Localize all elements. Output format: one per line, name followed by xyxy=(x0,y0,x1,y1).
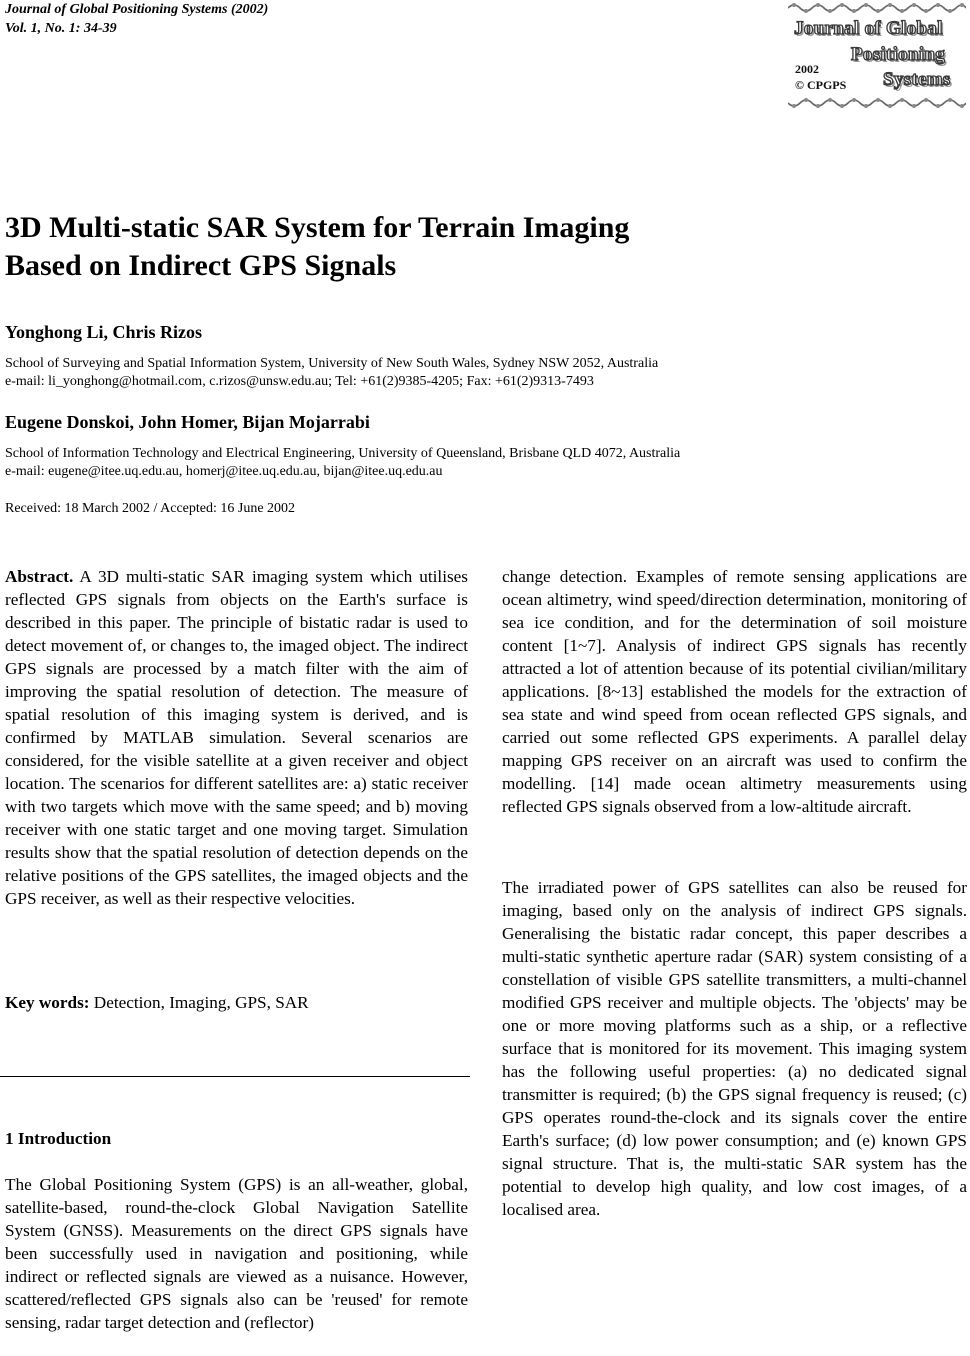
affiliation-2 xyxy=(5,445,905,481)
author-group-2: Eugene Donskoi, John Homer, Bijan Mojarrabi xyxy=(5,412,370,432)
vine-ornament-top-icon xyxy=(788,2,966,14)
intro-paragraph-1-text: The Global Positioning System (GPS) is an all-weather, global, satellite-based, round-the-clock Global Navigation Satellite System (GNSS). Measurements on the direct GPS signals have been successfully used in navigation and positioning, while indirect or reflected signals are viewed as a nuisance. However, scattered/reflected GPS signals also can be 'reused' for remote sensing, radar target detection and (reflector) xyxy=(5,1175,468,1332)
logo-word-positioning: Positioning xyxy=(851,44,946,65)
affiliation-1-address: School of Surveying and Spatial Information System, University of New South Wales, Sydney NSW 2052, Australia xyxy=(5,356,659,371)
title-line-1: 3D Multi-static SAR System for Terrain Imaging xyxy=(5,211,630,244)
logo-year: 2002 xyxy=(795,62,819,76)
paper-title xyxy=(5,209,725,285)
logo-word-systems: Systems xyxy=(883,69,951,90)
abstract xyxy=(5,565,468,910)
intro-paragraph-2 xyxy=(502,876,967,1221)
journal-volume: Vol. 1, No. 1: 34-39 xyxy=(5,21,117,36)
journal-logo xyxy=(786,0,970,112)
keywords xyxy=(5,991,468,1014)
intro-paragraph-2-text: The irradiated power of GPS satellites can also be reused for imaging, based only on the analysis of indirect GPS signals. Generalising the bistatic radar concept, this paper describes a multi-static synthetic aperture radar (SAR) system consisting of a constellation of visible GPS satellite transmitters, a multi-channel modified GPS receiver and multiple objects. The 'objects' may be one or more moving platforms such as a ship, or a reflective surface that is monitored for its movement. This imaging system has the following useful properties: (a) no dedicated signal transmitter is required; (b) the GPS signal frequency is reused; (c) GPS operates round-the-clock and its signals cover the entire Earth's surface; (d) low power consumption; and (e) known GPS signal structure. That is, the multi-static SAR system has the potential to develop high quality, and low cost images, of a localised area. xyxy=(502,878,967,1219)
keywords-label: Key words: xyxy=(5,993,90,1012)
section-divider xyxy=(0,1076,470,1077)
section-heading-introduction: 1 Introduction xyxy=(5,1129,112,1148)
received-date: Received: 18 March 2002 / Accepted: 16 June 2002 xyxy=(5,501,296,516)
logo-copyright: © CPGPS xyxy=(795,78,847,92)
affiliation-1-contact: e-mail: li_yonghong@hotmail.com, c.rizos@unsw.edu.au; Tel: +61(2)9385-4205; Fax: +61(2)9313-7493 xyxy=(5,374,594,389)
intro-paragraph-1-cont-text: change detection. Examples of remote sensing applications are ocean altimetry, wind speed/direction determination, monitoring of sea ice condition, and for the determination of soil moisture content [1~7]. Analysis of indirect GPS signals has recently attracted a lot of attention because of its potential civilian/military applications. [8~13] established the models for the extraction of sea state and wind speed from ocean reflected GPS signals, and carried out some reflected GPS experiments. A parallel delay mapping GPS receiver on an aircraft was used to confirm the modelling. [14] made ocean altimetry measurements using reflected GPS signals observed from a low-altitude aircraft. xyxy=(502,567,967,816)
logo-word-journal: Journal of Global xyxy=(794,18,943,39)
abstract-label: Abstract. xyxy=(5,567,74,586)
keywords-text: Detection, Imaging, GPS, SAR xyxy=(93,993,309,1012)
affiliation-2-address: School of Information Technology and Electrical Engineering, University of Queensland, Brisbane QLD 4072, Australia xyxy=(5,446,681,461)
vine-ornament-bottom-icon xyxy=(788,97,966,109)
abstract-text: A 3D multi-static SAR imaging system which utilises reflected GPS signals from objects on the Earth's surface is described in this paper. The principle of bistatic radar is used to detect movement of, or changes to, the imaged object. The indirect GPS signals are processed by a match filter with the aim of improving the spatial resolution of detection. The measure of spatial resolution of this imaging system is derived, and is confirmed by MATLAB simulation. Several scenarios are considered, for the visible satellite at a given receiver and object location. The scenarios for different satellites are: a) static receiver with two targets which move with the same speed; and b) moving receiver with one static target and one moving target. Simulation results show that the spatial resolution of detection depends on the relative positions of the GPS satellites, the imaged objects and the GPS receiver, as well as their respective velocities. xyxy=(5,567,468,908)
journal-name: Journal of Global Positioning Systems (2002) xyxy=(5,2,269,17)
author-group-1: Yonghong Li, Chris Rizos xyxy=(5,322,203,342)
intro-paragraph-1-continued xyxy=(502,565,967,818)
title-line-2: Based on Indirect GPS Signals xyxy=(5,249,397,282)
intro-paragraph-1 xyxy=(5,1173,468,1334)
affiliation-2-contact: e-mail: eugene@itee.uq.edu.au, homerj@itee.uq.edu.au, bijan@itee.uq.edu.au xyxy=(5,464,443,479)
affiliation-1 xyxy=(5,355,905,391)
